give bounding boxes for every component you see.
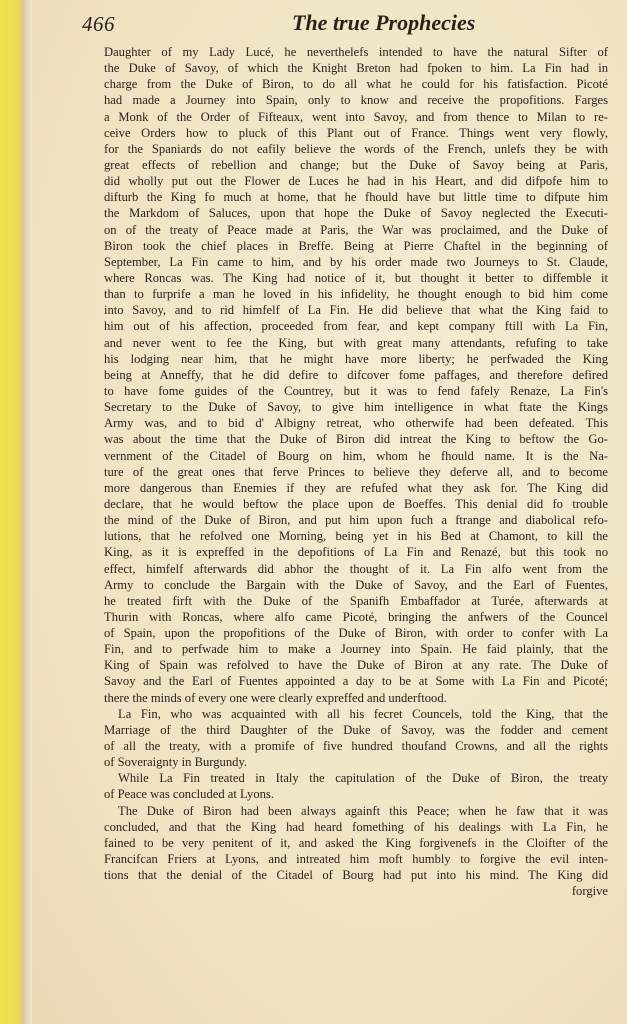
text-line: Marriage of the third Daughter of the Duke of Savoy, was the fodder and cement [104,722,608,737]
text-line: being at Anneffy, that he did defire to difcover fome paffages, and therefore defired [104,367,608,382]
text-line: Francifcan Friers at Lyons, and intreated him moft humbly to forgive the evil inten- [104,852,608,867]
page-header [82,10,612,46]
text-line: great effects of rebellion and change; but the Duke of Savoy being at Paris, [104,157,608,172]
text-line: concluded, and that the King had heard fomething of his dealings with La Fin, he [104,819,608,834]
text-line: the Duke of Savoy, of which the Knight Breton had fpoken to him. La Fin had in [104,61,608,76]
text-line: there the minds of every one were clearly expreffed and underftood. [104,690,447,705]
text-line: had made a Journey into Spain, only to know and receive the propofitions. Farges [104,93,608,108]
text-line: September, La Fin came to him, and by his order made two Journeys to St. Claude, [104,254,608,269]
text-line: more dangerous than Enemies if they are refufed what they ask for. The King did [104,480,608,495]
text-line: vernment of the Citadel of Bourg on him, whom he fhould name. It is the Na- [104,448,608,463]
text-line: of all the treaty, with a promife of five hundred thoufand Crowns, and all the rights [104,739,608,754]
text-line: King of Spain was refolved to have the Duke of Biron at any rate. The Duke of [104,658,608,673]
text-line: fained to be very penitent of it, and asked the King forgivenefs in the Cloifter of the [104,835,608,850]
text-line: a Monk of the Order of Fifteaux, went into Savoy, and from thence to Milan to re- [104,109,608,124]
text-line: he treated firft with the Duke of the Spanifh Embaffador at Turée, afterwards at [104,593,608,608]
text-line: the mind of the Duke of Biron, and put him upon fuch a ftrange and diabolical refo- [104,513,608,528]
text-line: and never went to fee the King, but with great many attendants, refufing to take [104,335,608,350]
text-line: difturb the King fo much at home, that he fhould have but little time to difpute him [104,190,608,205]
text-line: lutions, that he refolved one Morning, being yet in his Bed at Chamont, to kill the [104,529,608,544]
text-line: on of the treaty of Peace made at Paris, the War was proclaimed, and the Duke of [104,222,608,237]
text-line: to have fome guides of the Countrey, but it was to fend fafely Renaze, La Fin's [104,383,608,398]
text-line: charge from the Duke of Biron, to do all what he could for his fatisfaction. Picoté [104,77,608,92]
text-line: King, as it is expreffed in the depofitions of La Fin and Renazé, but this took no [104,545,608,560]
text-line: of Soveraignty in Burgundy. [104,755,248,770]
text-line: Secretary to the Duke of Savoy, to give him intelligence in what ftate the Kings [104,400,608,415]
text-line: effect, himfelf afterwards did abhor the thought of it. La Fin alfo went from the [104,561,608,576]
text-line: into Savoy, and to rid himfelf of La Fin. He did believe that what the King faid to [104,303,608,318]
body-text [104,44,608,899]
text-line: Army was, and to bid d' Albigny retreat, who otherwife had been defeated. This [104,416,608,431]
text-line: where Roncas was. The King had notice of it, but thought it better to diffemble it [104,270,608,285]
text-line: Daughter of my Lady Lucé, he neverthelefs intended to have the natural Sifter of [104,45,608,59]
text-line: ceive Orders how to pluck of this Plant out of France. Things went very flowly, [104,125,608,140]
running-title: The true Prophecies [292,10,476,35]
text-line: The Duke of Biron had been always againft this Peace; when he faw that it was [118,803,608,818]
text-line: of Peace was concluded at Lyons. [104,787,274,802]
text-line: did wholly put out the Flower de Luces he had in his Heart, and did difpofe him to [104,174,608,189]
text-line: Army to conclude the Bargain with the Duke of Savoy, and the Earl of Fuentes, [104,577,608,592]
text-line: declare, that he would beftow the place upon de Boeffes. This denial did fo trouble [104,496,608,511]
text-line: the Markdom of Saluces, upon that hope the Duke of Savoy neglected the Executi- [104,206,608,221]
gutter-shadow [22,0,32,1024]
text-line: his lodging near him, that he might have more liberty; he perfwaded the King [104,351,608,366]
text-line: ture of the great ones that ferve Princes to believe they deferve all, and to become [104,464,608,479]
book-spine-edge [0,0,22,1024]
text-line: While La Fin treated in Italy the capitulation of the Duke of Biron, the treaty [118,771,608,786]
text-line: for the Spaniards do not eafily believe the words of the French, unlefs they be with [104,141,608,156]
text-line: was about the time that the Duke of Biron did intreat the King to beftow the Go- [104,432,608,447]
text-line: La Fin, who was acquainted with all his fecret Councels, told the King, that the [118,706,608,721]
text-line: than to furprife a man he loved in his infidelity, he thought enough to bid him come [104,287,608,302]
text-line: forgive [571,884,608,899]
text-line: tions that the denial of the Citadel of Bourg had put into his mind. The King did [104,868,608,883]
text-line: him out of his affection, proceeded from fear, and kept company ftill with La Fin, [104,319,608,334]
text-line: of Spain, upon the propofitions of the Duke of Biron, with order to confer with La [104,626,608,641]
text-line: Fin, and to perfwade him to make a Journey into Spain. He faid plainly, that the [104,642,608,657]
text-line: Biron took the chief places in Breffe. Being at Pierre Chaftel in the beginning of [104,238,608,253]
page-number: 466 [82,12,115,36]
text-line: Savoy and the Earl of Fuentes appointed a day to be at Some with La Fin and Picoté; [104,674,608,689]
text-line: Thurin with Roncas, where alfo came Picoté, bringing the anfwers of the Councel [104,609,608,624]
